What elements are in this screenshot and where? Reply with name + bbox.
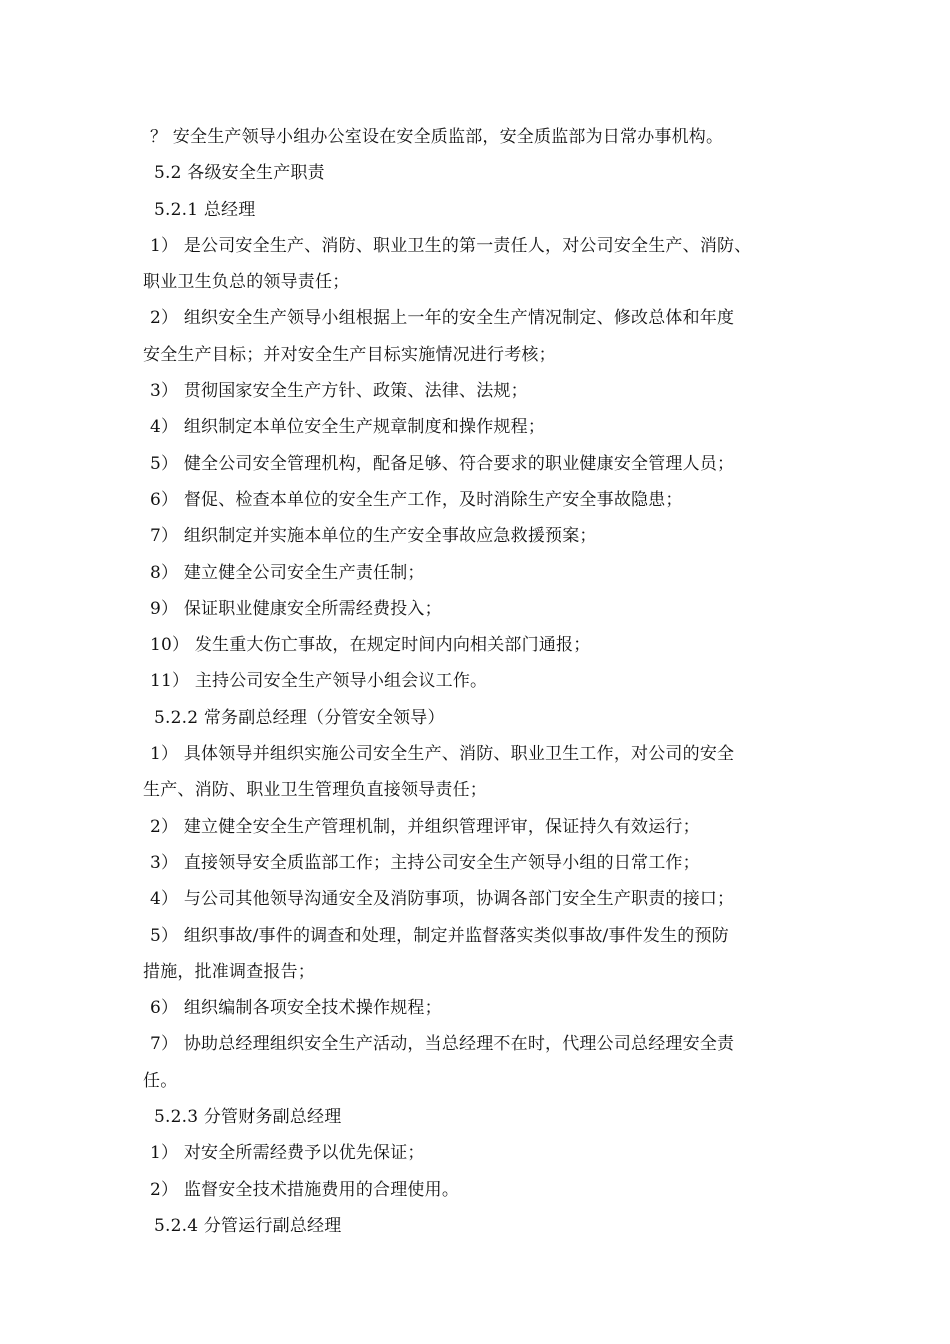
paragraph-line: 1） 具体领导并组织实施公司安全生产、消防、职业卫生工作，对公司的安全 [150, 744, 735, 765]
paragraph-line: ？ 安全生产领导小组办公室设在安全质监部，安全质监部为日常办事机构。 [150, 127, 724, 147]
paragraph-line: 6） 组织编制各项安全技术操作规程； [150, 998, 442, 1019]
paragraph-line: 3） 直接领导安全质监部工作；主持公司安全生产领导小组的日常工作； [150, 852, 700, 873]
paragraph-line: 9） 保证职业健康安全所需经费投入； [150, 598, 442, 619]
paragraph-line: 3） 贯彻国家安全生产方针、政策、法律、法规； [150, 381, 528, 402]
paragraph-line: 职业卫生负总的领导责任； [143, 272, 350, 293]
paragraph-line: 4） 组织制定本单位安全生产规章制度和操作规程； [150, 417, 546, 438]
paragraph-line: 7） 组织制定并实施本单位的生产安全事故应急救援预案； [150, 526, 597, 547]
paragraph-line: 8） 建立健全公司安全生产责任制； [150, 562, 425, 583]
paragraph-line: 生产、消防、职业卫生管理负直接领导责任； [143, 780, 487, 801]
section-heading: 5.2 各级安全生产职责 [154, 163, 325, 184]
paragraph-line: 10） 发生重大伤亡事故，在规定时间内向相关部门通报； [150, 635, 591, 656]
paragraph-line: 5） 组织事故/事件的调查和处理，制定并监督落实类似事故/事件发生的预防 [150, 925, 729, 946]
paragraph-line: 1） 是公司安全生产、消防、职业卫生的第一责任人，对公司安全生产、消防、 [150, 235, 752, 256]
paragraph-line: 2） 监督安全技术措施费用的合理使用。 [150, 1179, 460, 1200]
paragraph-line: 任。 [143, 1070, 178, 1091]
subsection-heading: 5.2.4 分管运行副总经理 [154, 1215, 342, 1236]
paragraph-line: 措施，批准调查报告； [143, 961, 315, 982]
paragraph-line: 6） 督促、检查本单位的安全生产工作，及时消除生产安全事故隐患； [150, 489, 683, 510]
paragraph-line: 1） 对安全所需经费予以优先保证； [150, 1143, 425, 1164]
paragraph-line: 11） 主持公司安全生产领导小组会议工作。 [150, 671, 488, 692]
paragraph-line: 5） 健全公司安全管理机构，配备足够、符合要求的职业健康安全管理人员； [150, 453, 735, 474]
document-body [143, 119, 823, 1244]
subsection-heading: 5.2.1 总经理 [154, 199, 256, 220]
paragraph-line: 安全生产目标；并对安全生产目标实施情况进行考核； [143, 344, 556, 365]
paragraph-line: 4） 与公司其他领导沟通安全及消防事项，协调各部门安全生产职责的接口； [150, 889, 735, 910]
paragraph-line: 2） 建立健全安全生产管理机制，并组织管理评审，保证持久有效运行； [150, 816, 700, 837]
paragraph-line: 2） 组织安全生产领导小组根据上一年的安全生产情况制定、修改总体和年度 [150, 308, 735, 329]
subsection-heading: 5.2.2 常务副总经理（分管安全领导） [154, 707, 445, 728]
subsection-heading: 5.2.3 分管财务副总经理 [154, 1107, 342, 1128]
paragraph-line: 7） 协助总经理组织安全生产活动，当总经理不在时，代理公司总经理安全责 [150, 1034, 735, 1055]
